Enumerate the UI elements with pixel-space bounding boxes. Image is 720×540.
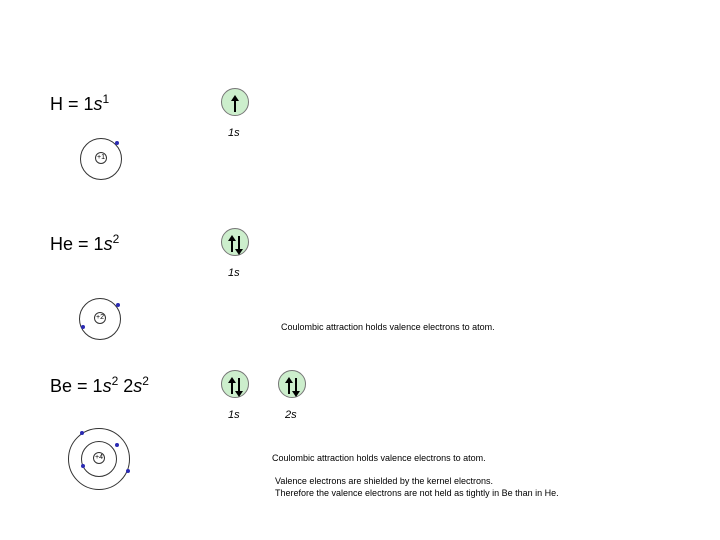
electron-dot [115,141,119,145]
h-1s-label: 1s [228,127,240,139]
be-attraction-note: Coulombic attraction holds valence electrons to atom. [272,453,486,463]
electron-dot [126,469,130,473]
electron-dot [116,303,120,307]
h-symbol: H = [50,94,79,114]
be-n2: 2 [123,376,134,396]
be-symbol: Be = [50,376,88,396]
be-1s-orbital [221,370,249,398]
he-1s-label: 1s [228,267,240,279]
h-nucleus: +1 [95,152,107,164]
h-n: 1 [83,94,94,114]
he-n: 1 [93,234,104,254]
be-count1: 2 [111,374,119,388]
be-count2: 2 [142,374,149,388]
be-shielding-note: Valence electrons are shielded by the kernel electrons. [275,476,493,486]
be-bohr-model [68,428,130,490]
be-2s-orbital [278,370,306,398]
be-2s-label: 2s [285,409,297,421]
he-nucleus: +2 [94,312,106,324]
h-bohr-model [80,138,122,180]
he-1s-orbital [221,228,249,256]
he-symbol: He = [50,234,89,254]
he-bohr-model [79,298,121,340]
be-l1: s [102,376,112,396]
be-tightness-note: Therefore the valence electrons are not held as tightly in Be than in He. [275,488,559,498]
electron-dot [81,464,85,468]
he-l: s [103,234,113,254]
be-l2: s [133,376,143,396]
be-configuration [50,374,149,396]
h-1s-orbital [221,88,249,116]
h-configuration [50,92,110,114]
be-1s-label: 1s [228,409,240,421]
be-nucleus: +4 [93,452,105,464]
electron-dot [80,431,84,435]
he-configuration [50,232,120,254]
be-n1: 1 [92,376,103,396]
electron-dot [115,443,119,447]
h-l: s [93,94,103,114]
electron-dot [81,325,85,329]
h-count: 1 [102,92,110,106]
he-count: 2 [112,232,120,246]
he-attraction-note: Coulombic attraction holds valence electrons to atom. [281,322,495,332]
